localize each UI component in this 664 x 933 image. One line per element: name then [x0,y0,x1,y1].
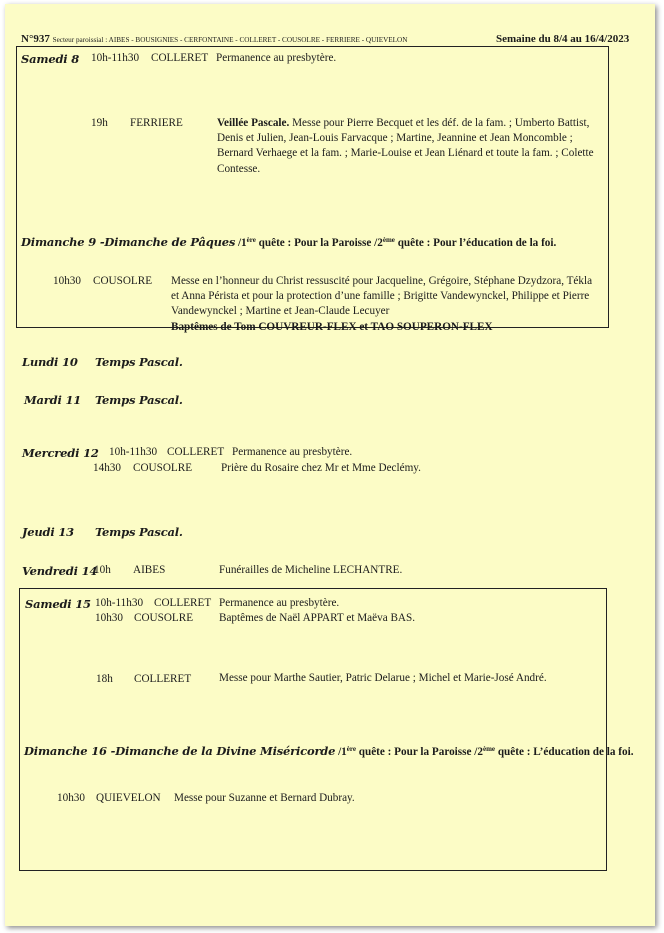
quete-prefix: /1 [235,237,247,249]
event-text: Messe pour Marthe Sautier, Patric Delarue ; Michel et Marie-José André. [219,672,547,684]
event-time: 19h [91,117,108,129]
event-time: 10h-11h30 [91,52,140,64]
temps-pascal: Temps Pascal. [95,393,183,407]
quete-sup: ère [346,745,356,753]
day-dimanche-16: Dimanche 16 [24,744,107,758]
event-line: Contesse. [217,162,261,175]
event-line: Vandewynckel ; Martine et Jean-Claude Lecuyer [171,305,390,318]
temps-pascal: Temps Pascal. [95,355,183,369]
feast-name: -Dimanche de Pâques [96,235,236,249]
quete-prefix: /1 [335,746,347,758]
weekend-box-2 [19,588,607,871]
quete-sup: ère [246,236,256,244]
event-messe-paques [171,274,606,335]
event-line: Messe pour Pierre Becquet et les déf. de la fam. ; Umberto Battist, [292,117,590,129]
sector-list: Secteur paroissial : AIBES - BOUSIGNIES - CERFONTAINE - COLLERET - COUSOLRE - FERRIERE - QUIEVELON [52,36,408,44]
event-time: 10h-11h30 [109,446,158,458]
event-text: Baptêmes de Naël APPART et Maëva BAS. [219,612,416,624]
day-samedi-15: Samedi 15 [25,597,91,611]
event-place: COLLERET [134,673,192,685]
event-text: Permanence au presbytère. [219,597,340,609]
event-place: COUSOLRE [134,612,194,624]
event-line: Denis et Julien, Jean-Louis Farvacque ; Martine, Jeannine et Jean Moncomble ; [217,132,573,145]
day-mercredi-12: Mercredi 12 [22,446,99,460]
quete-sup: ème [482,745,496,753]
day-dimanche-9: Dimanche 9 [21,235,97,249]
event-place: COUSOLRE [133,462,193,474]
quete-2: quête : L’éducation de la foi. [495,746,634,758]
event-time: 10h30 [95,612,123,624]
quete-sup: ème [382,236,395,244]
bulletin-header [21,33,630,45]
event-text: Permanence au presbytère. [232,446,353,458]
event-time: 10h30 [57,792,85,804]
event-text: Messe pour Suzanne et Bernard Dubray. [174,792,355,804]
quete-1: quête : Pour la Paroisse /2 [255,237,383,249]
quete-2: quête : Pour l’éducation de la foi. [394,237,557,249]
event-time: 14h30 [93,462,121,474]
event-time: 10h-11h30 [95,597,144,609]
dimanche-9-heading [21,235,556,249]
temps-pascal: Temps Pascal. [95,525,183,539]
dimanche-16-heading [24,744,634,758]
feast-name: -Dimanche de la Divine Miséricorde [106,744,336,758]
event-place: COLLERET [151,52,209,64]
event-veillee-pascale [217,116,607,177]
event-place: COLLERET [154,597,212,609]
day-mardi-11: Mardi 11 [24,393,82,407]
quete-1: quête : Pour la Paroisse /2 [355,746,483,758]
event-time: 10h [94,564,111,576]
event-place: FERRIERE [130,117,183,129]
event-time: 18h [96,673,113,685]
event-line: Messe en l’honneur du Christ ressuscité pour Jacqueline, Grégoire, Stéphane Dzydzora, Tékla [171,275,593,287]
bulletin-number: N°937 [21,33,50,45]
week-range: Semaine du 8/4 au 16/4/2023 [496,33,630,45]
event-text: Funérailles de Micheline LECHANTRE. [219,564,403,576]
event-text: Permanence au presbytère. [216,52,337,64]
day-lundi-10: Lundi 10 [22,355,78,369]
event-title: Veillée Pascale. [217,117,290,129]
event-place: COLLERET [167,446,225,458]
event-place: COUSOLRE [93,275,153,287]
event-time: 10h30 [53,275,81,287]
event-line: Bernard Verhaege et la fam. ; Marie-Louise et Jean Liénard et toute la fam. ; Colette [217,147,594,160]
event-place: AIBES [133,564,166,576]
event-line: et Anna Pérista et pour la protection d’une famille ; Brigitte Vandewynckel, Philippe et Pierre [171,290,590,303]
day-samedi-8: Samedi 8 [21,52,80,66]
day-vendredi-14: Vendredi 14 [22,564,98,578]
bulletin-page [5,4,655,926]
day-jeudi-13: Jeudi 13 [22,525,74,539]
baptemes-line: Baptêmes de Tom COUVREUR-FLEX et TAO SOUPERON-FLEX [171,320,493,333]
event-place: QUIEVELON [96,792,161,804]
event-text: Prière du Rosaire chez Mr et Mme Declémy. [221,462,421,474]
